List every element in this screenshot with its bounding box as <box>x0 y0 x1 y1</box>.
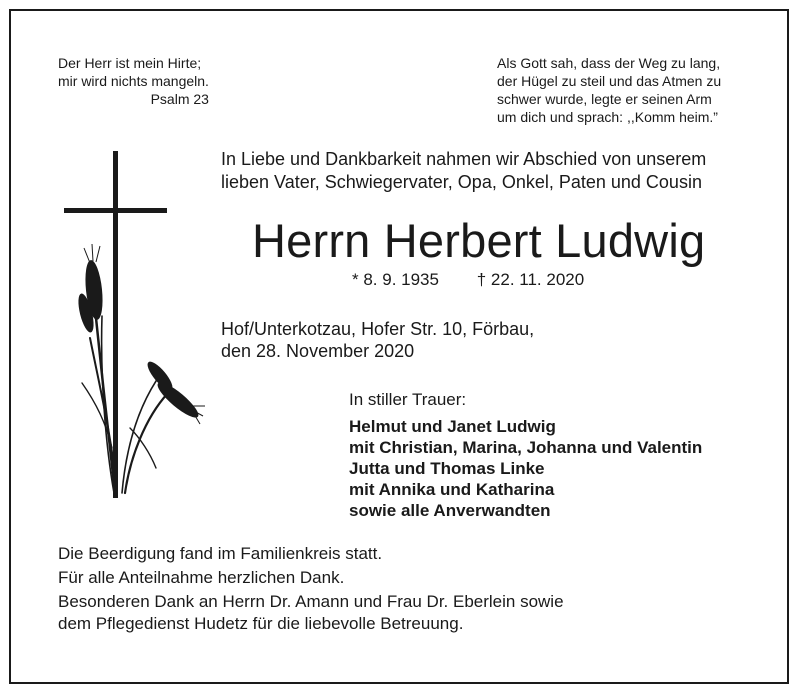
quote-line: der Hügel zu steil und das Atmen zu <box>497 73 722 89</box>
funeral-note: Die Beerdigung fand im Familienkreis statt. <box>58 544 383 563</box>
wheat-stalks <box>82 316 168 493</box>
intro-text <box>221 148 706 194</box>
place-line: Hof/Unterkotzau, Hofer Str. 10, Förbau, <box>221 319 535 339</box>
comfort-quote <box>497 54 721 126</box>
mourning-label: In stiller Trauer: <box>349 390 467 409</box>
quote-line: schwer wurde, legte er seinen Arm <box>497 91 712 107</box>
special-thanks-line: Besonderen Dank an Herrn Dr. Amann und Frau Dr. Eberlein sowie <box>58 592 564 611</box>
psalm-line: Der Herr ist mein Hirte; <box>58 55 202 71</box>
deceased-name: Herrn Herbert Ludwig <box>252 214 706 267</box>
mourner-line: Helmut und Janet Ludwig <box>349 417 556 436</box>
cross-horizontal-beam <box>64 208 167 213</box>
psalm-reference: Psalm 23 <box>150 91 209 107</box>
psalm-line: mir wird nichts mangeln. <box>58 73 209 89</box>
intro-line: In Liebe und Dankbarkeit nahmen wir Abschied von unserem <box>221 149 707 169</box>
place-and-date <box>221 318 534 362</box>
wheat-ears <box>75 259 202 422</box>
mourners-list <box>349 416 702 521</box>
cross-vertical-beam <box>113 151 118 498</box>
psalm-verse <box>58 54 209 108</box>
mourner-line: mit Christian, Marina, Johanna und Valentin <box>349 438 703 457</box>
date-line: den 28. November 2020 <box>221 341 415 361</box>
special-thanks-line: dem Pflegedienst Hudetz für die liebevolle Betreuung. <box>58 614 464 633</box>
closing-notes <box>58 543 564 635</box>
cross-with-wheat-icon <box>60 148 210 503</box>
life-dates: * 8. 9. 1935 † 22. 11. 2020 <box>352 270 585 289</box>
thanks-note: Für alle Anteilnahme herzlichen Dank. <box>58 568 345 587</box>
intro-line: lieben Vater, Schwiegervater, Opa, Onkel, Paten und Cousin <box>221 172 702 192</box>
quote-line: Als Gott sah, dass der Weg zu lang, <box>497 55 721 71</box>
quote-line: um dich und sprach: ,,Komm heim.” <box>497 109 718 125</box>
mourner-line: mit Annika und Katharina <box>349 480 555 499</box>
mourner-line: Jutta und Thomas Linke <box>349 459 545 478</box>
mourner-line: sowie alle Anverwandten <box>349 501 551 520</box>
